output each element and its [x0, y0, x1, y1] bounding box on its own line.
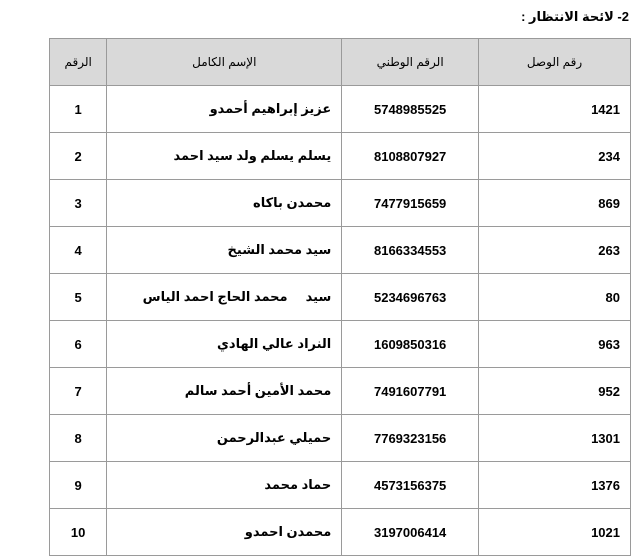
table-row: [50, 133, 631, 180]
receipt-cell: 234: [479, 133, 631, 180]
receipt-cell: 1021: [479, 509, 631, 556]
full-name-cell: سيد محمد الشيخ: [107, 227, 342, 274]
national-id-cell: 1609850316: [342, 321, 479, 368]
receipt-cell: 1376: [479, 462, 631, 509]
full-name-cell: محمدن باكاه: [107, 180, 342, 227]
receipt-cell: 952: [479, 368, 631, 415]
national-id-cell: 4573156375: [342, 462, 479, 509]
row-number-cell: 10: [50, 509, 107, 556]
receipt-cell: 263: [479, 227, 631, 274]
row-number-cell: 9: [50, 462, 107, 509]
table-row: [50, 86, 631, 133]
header-full-name: الإسم الكامل: [107, 39, 342, 86]
table-row: [50, 415, 631, 462]
national-id-cell: 8166334553: [342, 227, 479, 274]
table-row: [50, 368, 631, 415]
table-row: [50, 509, 631, 556]
national-id-cell: 5748985525: [342, 86, 479, 133]
receipt-cell: 1421: [479, 86, 631, 133]
row-number-cell: 6: [50, 321, 107, 368]
receipt-cell: 963: [479, 321, 631, 368]
table-row: [50, 274, 631, 321]
table-row: [50, 180, 631, 227]
table-header-row: [50, 39, 631, 86]
receipt-cell: 869: [479, 180, 631, 227]
full-name-cell: حميلي عبدالرحمن: [107, 415, 342, 462]
section-heading: 2- لائحة الانتظار :: [521, 9, 629, 24]
full-name-cell: يسلم يسلم ولد سيد احمد: [107, 133, 342, 180]
row-number-cell: 2: [50, 133, 107, 180]
header-national-id: الرقم الوطني: [342, 39, 479, 86]
table-row: [50, 227, 631, 274]
national-id-cell: 7769323156: [342, 415, 479, 462]
national-id-cell: 5234696763: [342, 274, 479, 321]
full-name-cell: محمد الأمين أحمد سالم: [107, 368, 342, 415]
full-name-cell: عزيز إبراهيم أحمدو: [107, 86, 342, 133]
row-number-cell: 4: [50, 227, 107, 274]
full-name-cell: حماد محمد: [107, 462, 342, 509]
table-row: [50, 462, 631, 509]
full-name-cell: محمدن احمدو: [107, 509, 342, 556]
receipt-cell: 1301: [479, 415, 631, 462]
row-number-cell: 3: [50, 180, 107, 227]
national-id-cell: 8108807927: [342, 133, 479, 180]
header-receipt-number: رقم الوصل: [479, 39, 631, 86]
table-row: [50, 321, 631, 368]
row-number-cell: 7: [50, 368, 107, 415]
full-name-cell: النراد عالي الهادي: [107, 321, 342, 368]
row-number-cell: 1: [50, 86, 107, 133]
waiting-list-table: [49, 38, 631, 556]
header-row-number: الرقم: [50, 39, 107, 86]
table-body: [50, 86, 631, 556]
national-id-cell: 7477915659: [342, 180, 479, 227]
row-number-cell: 5: [50, 274, 107, 321]
national-id-cell: 3197006414: [342, 509, 479, 556]
full-name-cell: سيد محمد الحاج احمد الياس: [107, 274, 342, 321]
receipt-cell: 80: [479, 274, 631, 321]
row-number-cell: 8: [50, 415, 107, 462]
national-id-cell: 7491607791: [342, 368, 479, 415]
